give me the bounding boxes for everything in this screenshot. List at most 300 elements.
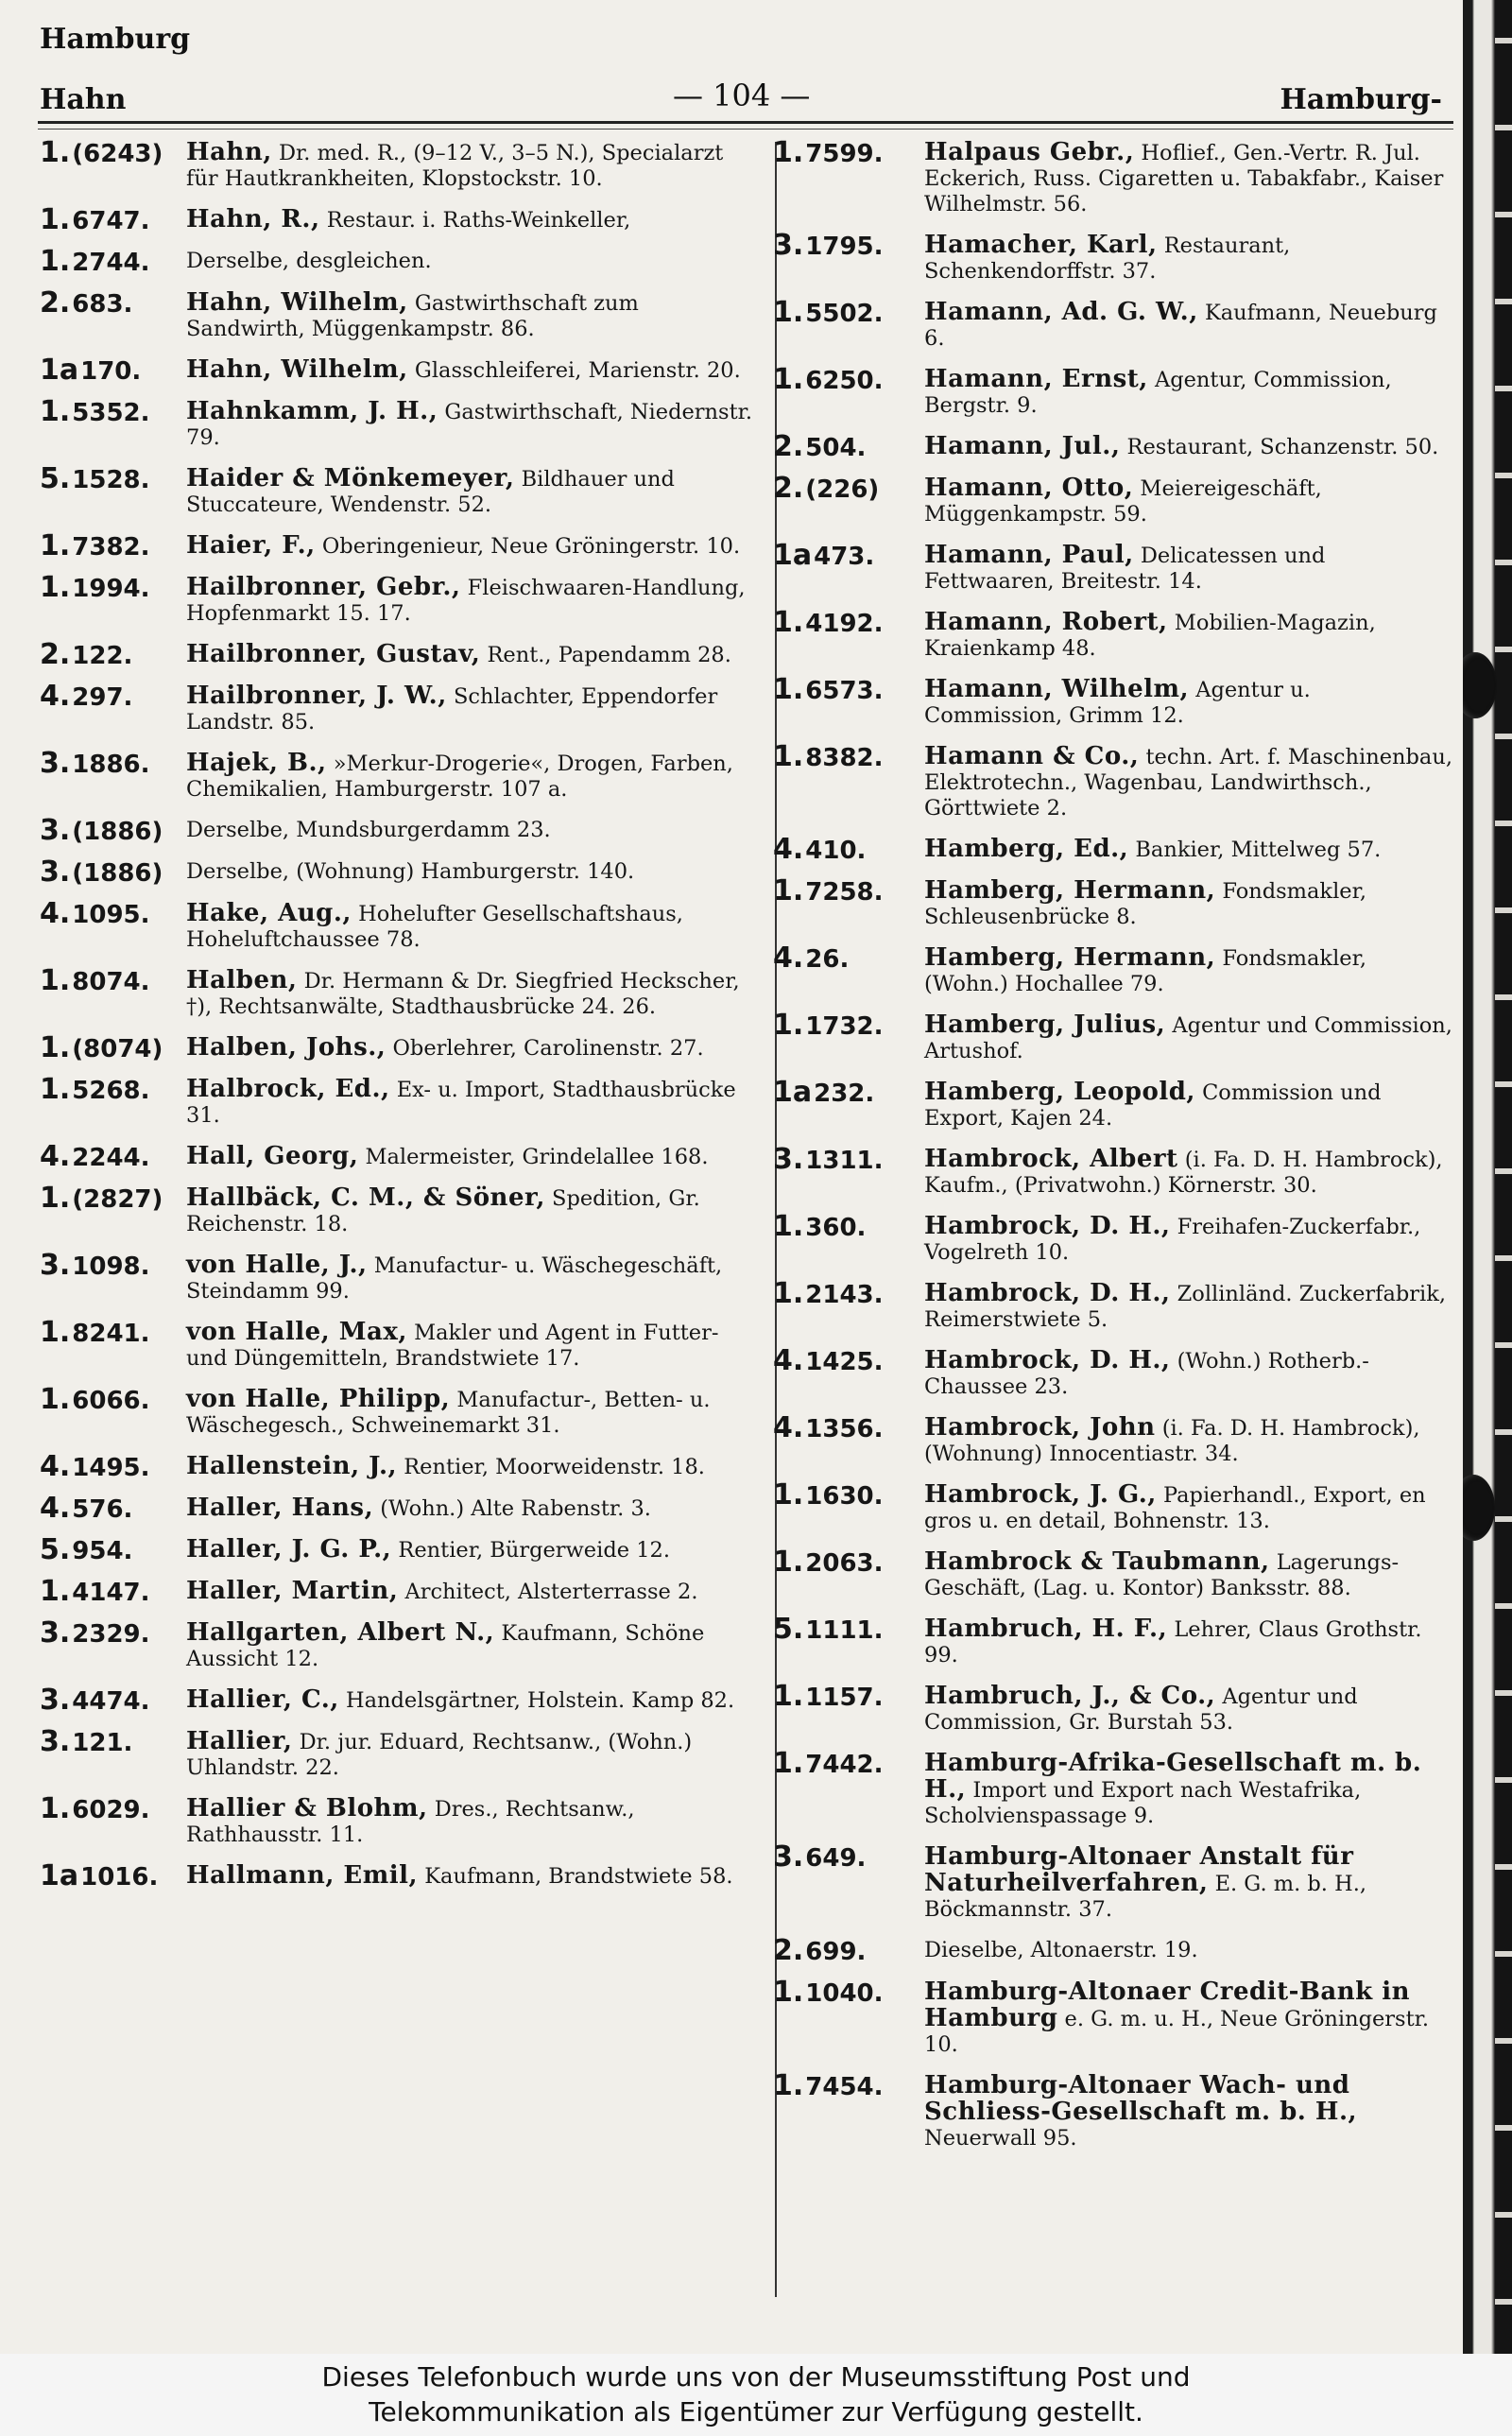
subscriber-details: Delicatessen und Fettwaaren, Breitestr. 14.	[924, 544, 1326, 594]
phone-number	[773, 1009, 884, 1042]
phone-number	[773, 1210, 867, 1243]
subscriber-details: Gastwirthschaft, Niedernstr. 79.	[186, 400, 753, 450]
right-column	[773, 136, 1455, 2167]
subscriber-name: Hake, Aug.,	[186, 899, 352, 927]
subscriber-name: von Halle, Philipp,	[186, 1385, 451, 1413]
exchange-code: 1a	[773, 539, 813, 572]
directory-entry	[40, 1616, 760, 1672]
exchange-code: 1.	[773, 2069, 804, 2102]
subscriber-details: Glasschleiferei, Marienstr. 20.	[414, 358, 741, 383]
directory-entry	[40, 286, 760, 342]
subscriber-name: Hambruch, H. F.,	[924, 1615, 1168, 1643]
exchange-code: 2.	[773, 1934, 804, 1967]
exchange-code: 1.	[40, 1575, 71, 1608]
directory-entry	[40, 1182, 760, 1237]
directory-entry	[40, 462, 760, 518]
directory-entry	[40, 1533, 760, 1566]
directory-entry	[773, 1546, 1455, 1601]
line-number: 576.	[72, 1495, 133, 1524]
directory-entry	[773, 229, 1455, 285]
exchange-code: 4.	[773, 942, 804, 975]
subscriber-name: Hahn, Wilhelm,	[186, 288, 408, 317]
exchange-code: 1.	[773, 673, 804, 706]
exchange-code: 3.	[40, 1684, 71, 1717]
subscriber-name: Hambruch, J., & Co.,	[924, 1682, 1216, 1710]
phone-number	[40, 286, 133, 320]
phone-number	[40, 1450, 150, 1483]
phone-number	[773, 1680, 884, 1713]
subscriber-name: Hamann, Ernst,	[924, 365, 1148, 393]
phone-number	[773, 472, 880, 505]
line-number: 297.	[72, 683, 133, 712]
exchange-code: 1.	[40, 1073, 71, 1106]
subscriber-details: Manufactur- u. Wäschegeschäft, Steindamm 99.	[186, 1253, 723, 1304]
line-number: (1886)	[72, 818, 163, 846]
line-number: 1311.	[805, 1147, 884, 1175]
exchange-code: 3.	[40, 747, 71, 780]
exchange-code: 4.	[773, 833, 804, 866]
exchange-code: 1a	[40, 1859, 79, 1892]
phone-number	[773, 874, 884, 907]
subscriber-name: Hallier & Blohm,	[186, 1794, 428, 1823]
phone-number	[773, 740, 884, 773]
subscriber-details: Architect, Alsterterrasse 2.	[404, 1580, 698, 1604]
subscriber-name: Hamburg-Afrika-Gesellschaft m. b. H.,	[924, 1749, 1422, 1804]
line-number: 4474.	[72, 1687, 150, 1716]
directory-entry	[773, 1277, 1455, 1333]
ownership-notice-line1: Dieses Telefonbuch wurde uns von der Museumsstiftung Post und	[321, 2361, 1191, 2393]
phone-number	[773, 833, 867, 866]
line-number: 683.	[72, 290, 133, 319]
phone-number	[40, 1792, 150, 1825]
subscriber-details: Zollinländ. Zuckerfabrik, Reimerstwiete 5.	[924, 1282, 1447, 1332]
exchange-code: 1.	[773, 1478, 804, 1512]
phone-number	[40, 1182, 163, 1215]
directory-entry	[40, 1316, 760, 1372]
line-number: (1886)	[72, 859, 163, 888]
phone-number	[773, 1934, 867, 1967]
phone-number	[773, 229, 884, 262]
exchange-code: 1.	[40, 1182, 71, 1215]
exchange-code: 1.	[40, 1792, 71, 1825]
subscriber-details: Dieselbe, Altonaerstr. 19.	[924, 1938, 1198, 1962]
subscriber-details: Kaufmann, Neueburg 6.	[924, 301, 1437, 351]
subscriber-name: Hailbronner, Gustav,	[186, 640, 481, 668]
directory-entry	[40, 529, 760, 562]
subscriber-name: Hamann, Robert,	[924, 608, 1168, 636]
line-number: 170.	[80, 357, 142, 386]
exchange-code: 4.	[40, 680, 71, 713]
exchange-code: 2.	[773, 472, 804, 505]
subscriber-name: Hambrock, D. H.,	[924, 1279, 1171, 1307]
phone-number	[40, 136, 163, 169]
phone-number	[40, 1725, 133, 1758]
subscriber-details: Malermeister, Grindelallee 168.	[365, 1145, 709, 1169]
phone-number	[773, 606, 884, 639]
line-number: 1356.	[805, 1415, 884, 1443]
line-number: 1111.	[805, 1616, 884, 1645]
directory-entry	[773, 136, 1455, 217]
subscriber-details: Gastwirthschaft zum Sandwirth, Müggenkampstr. 86.	[186, 291, 639, 341]
line-number: 1095.	[72, 901, 150, 929]
exchange-code: 1.	[40, 1316, 71, 1349]
exchange-code: 1.	[773, 1210, 804, 1243]
subscriber-details: Agentur u. Commission, Grimm 12.	[924, 678, 1311, 728]
directory-entry	[773, 942, 1455, 997]
binder-ring	[1463, 1475, 1495, 1541]
subscriber-name: Hamann, Ad. G. W.,	[924, 298, 1198, 326]
next-page-text-fragments	[1495, 0, 1512, 2354]
exchange-code: 1.	[40, 964, 71, 997]
phone-number	[773, 1546, 884, 1579]
phone-number	[40, 395, 150, 428]
line-number: (8074)	[72, 1035, 163, 1063]
directory-entry	[773, 1076, 1455, 1132]
phone-number	[773, 1840, 867, 1874]
subscriber-name: Haller, Martin,	[186, 1577, 399, 1605]
subscriber-details: E. G. m. b. H., Böckmannstr. 37.	[924, 1872, 1367, 1922]
subscriber-details: Derselbe, (Wohnung) Hamburgerstr. 140.	[186, 859, 635, 884]
line-number: (226)	[805, 475, 880, 504]
exchange-code: 3.	[40, 1616, 71, 1650]
phone-number	[773, 363, 884, 396]
phone-number	[773, 1344, 884, 1377]
subscriber-details: Derselbe, Mundsburgerdamm 23.	[186, 818, 551, 842]
subscriber-name: Hailbronner, Gebr.,	[186, 573, 461, 601]
exchange-code: 1.	[773, 296, 804, 329]
line-number: 6250.	[805, 367, 884, 395]
phone-number	[40, 1140, 150, 1173]
page-number: — 104 —	[673, 78, 811, 113]
subscriber-name: Hamberg, Julius,	[924, 1011, 1166, 1039]
phone-number	[40, 1249, 150, 1282]
subscriber-name: Hallier, C.,	[186, 1685, 339, 1714]
directory-entry	[773, 1747, 1455, 1829]
subscriber-name: Hahn,	[186, 138, 272, 166]
subscriber-name: Hambrock, J. G.,	[924, 1480, 1157, 1509]
subscriber-details: Spedition, Gr. Reichenstr. 18.	[186, 1186, 700, 1236]
line-number: (2827)	[72, 1185, 163, 1214]
line-number: 7454.	[805, 2073, 884, 2101]
phone-number	[773, 1076, 875, 1109]
phone-number	[773, 1277, 884, 1310]
subscriber-details: Derselbe, desgleichen.	[186, 249, 432, 273]
phone-number	[40, 203, 150, 236]
phone-number	[40, 1031, 163, 1064]
directory-entry	[40, 136, 760, 192]
directory-entry	[40, 638, 760, 671]
subscriber-name: Hamberg, Leopold,	[924, 1078, 1195, 1106]
exchange-code: 4.	[773, 1411, 804, 1444]
line-number: 473.	[814, 543, 875, 571]
directory-entry	[773, 1009, 1455, 1064]
directory-entry	[773, 1344, 1455, 1400]
subscriber-name: Hamburg-Altonaer Wach- und Schliess-Gesellschaft m. b. H.,	[924, 2071, 1358, 2126]
subscriber-details: Restaurant, Schenkendorffstr. 37.	[924, 233, 1291, 284]
directory-entry	[773, 1613, 1455, 1668]
phone-number	[40, 1533, 133, 1566]
phone-number	[773, 1976, 884, 2009]
directory-entry	[40, 354, 760, 387]
directory-entry	[40, 1492, 760, 1525]
directory-entry	[773, 874, 1455, 930]
subscriber-name: von Halle, J.,	[186, 1251, 368, 1279]
directory-entry	[40, 814, 760, 847]
line-number: 8241.	[72, 1320, 150, 1348]
exchange-code: 1.	[40, 245, 71, 278]
subscriber-name: Hajek, B.,	[186, 749, 327, 777]
directory-entry	[773, 673, 1455, 729]
exchange-code: 5.	[40, 462, 71, 495]
subscriber-name: Halpaus Gebr.,	[924, 138, 1135, 166]
subscriber-details: Kaufmann, Brandstwiete 58.	[424, 1864, 733, 1889]
subscriber-name: Hambrock, John	[924, 1413, 1156, 1442]
line-number: 7258.	[805, 878, 884, 907]
directory-entry	[773, 1934, 1455, 1967]
line-number: 4147.	[72, 1579, 150, 1607]
line-number: 1630.	[805, 1482, 884, 1511]
directory-entry	[40, 897, 760, 953]
phone-number	[773, 1478, 884, 1512]
exchange-code: 1.	[773, 874, 804, 907]
exchange-code: 3.	[40, 855, 71, 889]
phone-number	[773, 942, 850, 975]
directory-entry	[773, 833, 1455, 866]
directory-entry	[40, 855, 760, 889]
subscriber-details: (Wohn.) Alte Rabenstr. 3.	[380, 1496, 651, 1521]
phone-number	[40, 964, 150, 997]
subscriber-details: Agentur und Commission, Gr. Burstah 53.	[924, 1684, 1358, 1735]
exchange-code: 1.	[773, 1277, 804, 1310]
subscriber-name: Hamann, Paul,	[924, 541, 1134, 569]
subscriber-details: Dr. jur. Eduard, Rechtsanw., (Wohn.) Uhlandstr. 22.	[186, 1730, 693, 1780]
subscriber-details: Neuerwall 95.	[924, 2126, 1077, 2151]
phone-number	[773, 673, 884, 706]
subscriber-details: Commission und Export, Kajen 24.	[924, 1080, 1382, 1131]
exchange-code: 1.	[773, 1546, 804, 1579]
directory-entry	[40, 571, 760, 627]
binder-ring	[1463, 652, 1497, 718]
next-page-edge	[1463, 0, 1512, 2354]
phone-number	[40, 680, 133, 713]
phone-number	[40, 638, 133, 671]
subscriber-details: (i. Fa. D. H. Hambrock), (Wohnung) Innocentiastr. 34.	[924, 1416, 1420, 1466]
subscriber-details: techn. Art. f. Maschinenbau, Elektrotechn., Wagenbau, Landwirthsch., Görttwiete 2.	[924, 745, 1452, 821]
line-number: 2744.	[72, 249, 150, 277]
directory-entry	[773, 1680, 1455, 1736]
line-number: 5502.	[805, 300, 884, 328]
line-number: 410.	[805, 837, 867, 865]
exchange-code: 1.	[40, 1031, 71, 1064]
line-number: 504.	[805, 434, 867, 462]
line-number: 1528.	[72, 466, 150, 494]
exchange-code: 1a	[40, 354, 79, 387]
phone-number	[773, 136, 884, 169]
line-number: 1040.	[805, 1979, 884, 2008]
phone-number	[40, 1575, 150, 1608]
subscriber-name: Hamburg-Altonaer Anstalt für Naturheilverfahren,	[924, 1842, 1354, 1897]
exchange-code: 1.	[40, 529, 71, 562]
directory-entry	[773, 1210, 1455, 1266]
subscriber-name: Haider & Mönkemeyer,	[186, 464, 515, 492]
subscriber-details: Dr. Hermann & Dr. Siegfried Heckscher, †), Rechtsanwälte, Stadthausbrücke 24. 26.	[186, 969, 740, 1019]
subscriber-details: Rent., Papendamm 28.	[487, 643, 731, 667]
exchange-code: 5.	[773, 1613, 804, 1646]
directory-entry	[773, 1143, 1455, 1199]
subscriber-name: Hamann, Wilhelm,	[924, 675, 1190, 703]
line-number: 699.	[805, 1938, 867, 1966]
exchange-code: 1.	[773, 1747, 804, 1780]
exchange-code: 1.	[773, 740, 804, 773]
subscriber-name: Halbrock, Ed.,	[186, 1075, 390, 1103]
ownership-notice	[0, 2354, 1512, 2436]
directory-entry	[40, 1450, 760, 1483]
city-header: Hamburg	[40, 23, 191, 56]
subscriber-name: Hall, Georg,	[186, 1142, 359, 1170]
exchange-code: 3.	[40, 1725, 71, 1758]
line-number: 360.	[805, 1214, 867, 1242]
directory-entry	[773, 1840, 1455, 1923]
subscriber-details: Papierhandl., Export, en gros u. en detail, Bohnenstr. 13.	[924, 1483, 1426, 1533]
line-number: 6573.	[805, 677, 884, 705]
line-number: 1495.	[72, 1454, 150, 1482]
phone-number	[40, 1684, 150, 1717]
subscriber-name: Halben, Johs.,	[186, 1033, 387, 1062]
header-rule-thin	[38, 129, 1453, 130]
subscriber-details: Mobilien-Magazin, Kraienkamp 48.	[924, 611, 1376, 661]
line-number: 1886.	[72, 751, 150, 779]
phone-number	[40, 747, 150, 780]
exchange-code: 4.	[773, 1344, 804, 1377]
phone-number	[40, 245, 150, 278]
phone-number	[40, 462, 150, 495]
line-number: 5352.	[72, 399, 150, 427]
subscriber-name: Hamberg, Ed.,	[924, 835, 1129, 863]
exchange-code: 1.	[773, 606, 804, 639]
directory-entry	[40, 245, 760, 278]
exchange-code: 3.	[773, 1143, 804, 1176]
subscriber-name: Hamburg-Altonaer Credit-Bank in Hamburg	[924, 1978, 1410, 2032]
exchange-code: 1.	[773, 1680, 804, 1713]
right-running-head: Hamburg-	[1280, 83, 1442, 116]
exchange-code: 1.	[40, 395, 71, 428]
line-number: 122.	[72, 642, 133, 670]
line-number: 6066.	[72, 1387, 150, 1415]
line-number: 26.	[805, 945, 850, 974]
subscriber-name: Hamberg, Hermann,	[924, 943, 1216, 972]
subscriber-details: Import und Export nach Westafrika, Scholvienspassage 9.	[924, 1778, 1362, 1828]
line-number: 1098.	[72, 1253, 150, 1281]
subscriber-details: Makler und Agent in Futter- und Düngemitteln, Brandstwiete 17.	[186, 1321, 719, 1371]
line-number: 6029.	[72, 1796, 150, 1824]
phone-number	[773, 296, 884, 329]
subscriber-name: Hallier,	[186, 1727, 293, 1755]
subscriber-name: Hallbäck, C. M., & Söner,	[186, 1183, 545, 1212]
subscriber-name: Hallgarten, Albert N.,	[186, 1618, 495, 1647]
directory-entry	[40, 1684, 760, 1717]
subscriber-details: Lehrer, Claus Grothstr. 99.	[924, 1617, 1422, 1667]
directory-entry	[773, 606, 1455, 662]
exchange-code: 3.	[773, 229, 804, 262]
directory-entry	[40, 680, 760, 735]
subscriber-details: Oberingenieur, Neue Gröningerstr. 10.	[321, 534, 741, 559]
subscriber-details: Freihafen-Zuckerfabr., Vogelreth 10.	[924, 1215, 1421, 1265]
exchange-code: 1.	[40, 571, 71, 604]
phone-number	[40, 354, 142, 387]
subscriber-name: Hamberg, Hermann,	[924, 876, 1216, 905]
subscriber-details: Agentur, Commission, Bergstr. 9.	[924, 368, 1392, 418]
line-number: (6243)	[72, 140, 163, 168]
exchange-code: 1.	[773, 1976, 804, 2009]
subscriber-details: Hohelufter Gesellschaftshaus, Hoheluftchaussee 78.	[186, 902, 683, 952]
subscriber-details: Rentier, Moorweidenstr. 18.	[404, 1455, 705, 1479]
line-number: 6747.	[72, 207, 150, 235]
subscriber-name: Hamann & Co.,	[924, 742, 1140, 770]
subscriber-details: Ex- u. Import, Stadthausbrücke 31.	[186, 1078, 736, 1128]
subscriber-details: Fondsmakler, Schleusenbrücke 8.	[924, 879, 1367, 929]
phone-number	[773, 1411, 884, 1444]
directory-entry	[773, 740, 1455, 821]
line-number: 1425.	[805, 1348, 884, 1376]
directory-entry	[773, 539, 1455, 595]
header-rule	[38, 121, 1453, 124]
subscriber-details: Agentur und Commission, Artushof.	[924, 1013, 1452, 1063]
subscriber-details: Manufactur-, Betten- u. Wäschegesch., Schweinemarkt 31.	[186, 1388, 711, 1438]
ownership-notice-line2: Telekommunikation als Eigentümer zur Verfügung gestellt.	[369, 2396, 1143, 2427]
subscriber-name: von Halle, Max,	[186, 1318, 407, 1346]
phone-number	[773, 1613, 884, 1646]
subscriber-name: Hahnkamm, J. H.,	[186, 397, 438, 425]
subscriber-details: e. G. m. u. H., Neue Gröningerstr. 10.	[924, 2007, 1430, 2057]
phone-number	[773, 430, 867, 463]
exchange-code: 4.	[40, 897, 71, 930]
line-number: 954.	[72, 1537, 133, 1565]
exchange-code: 1.	[40, 136, 71, 169]
exchange-code: 1.	[773, 1009, 804, 1042]
line-number: 2329.	[72, 1620, 150, 1649]
line-number: 2143.	[805, 1281, 884, 1309]
subscriber-name: Haier, F.,	[186, 531, 316, 560]
directory-entry	[40, 747, 760, 803]
subscriber-name: Halben,	[186, 966, 298, 994]
exchange-code: 5.	[40, 1533, 71, 1566]
directory-entry	[773, 363, 1455, 419]
exchange-code: 3.	[773, 1840, 804, 1874]
subscriber-name: Hambrock, D. H.,	[924, 1346, 1171, 1374]
phone-number	[40, 1616, 150, 1650]
subscriber-name: Haller, J. G. P.,	[186, 1535, 392, 1564]
line-number: 1994.	[72, 575, 150, 603]
line-number: 4192.	[805, 610, 884, 638]
subscriber-details: Rentier, Bürgerweide 12.	[398, 1538, 670, 1563]
exchange-code: 4.	[40, 1140, 71, 1173]
directory-entry	[40, 1383, 760, 1439]
subscriber-details: (Wohn.) Rotherb.-Chaussee 23.	[924, 1349, 1369, 1399]
directory-entry	[773, 1478, 1455, 1534]
directory-entry	[40, 1073, 760, 1129]
directory-entry	[40, 1725, 760, 1781]
exchange-code: 1.	[40, 1383, 71, 1416]
subscriber-details: Schlachter, Eppendorfer Landstr. 85.	[186, 684, 718, 734]
line-number: 7599.	[805, 140, 884, 168]
directory-entry	[40, 203, 760, 236]
exchange-code: 1a	[773, 1076, 813, 1109]
line-number: 1157.	[805, 1684, 884, 1712]
subscriber-name: Hahn, R.,	[186, 205, 320, 233]
phone-number	[40, 814, 163, 847]
subscriber-name: Haller, Hans,	[186, 1494, 374, 1522]
subscriber-details: Kaufmann, Schöne Aussicht 12.	[186, 1621, 705, 1671]
